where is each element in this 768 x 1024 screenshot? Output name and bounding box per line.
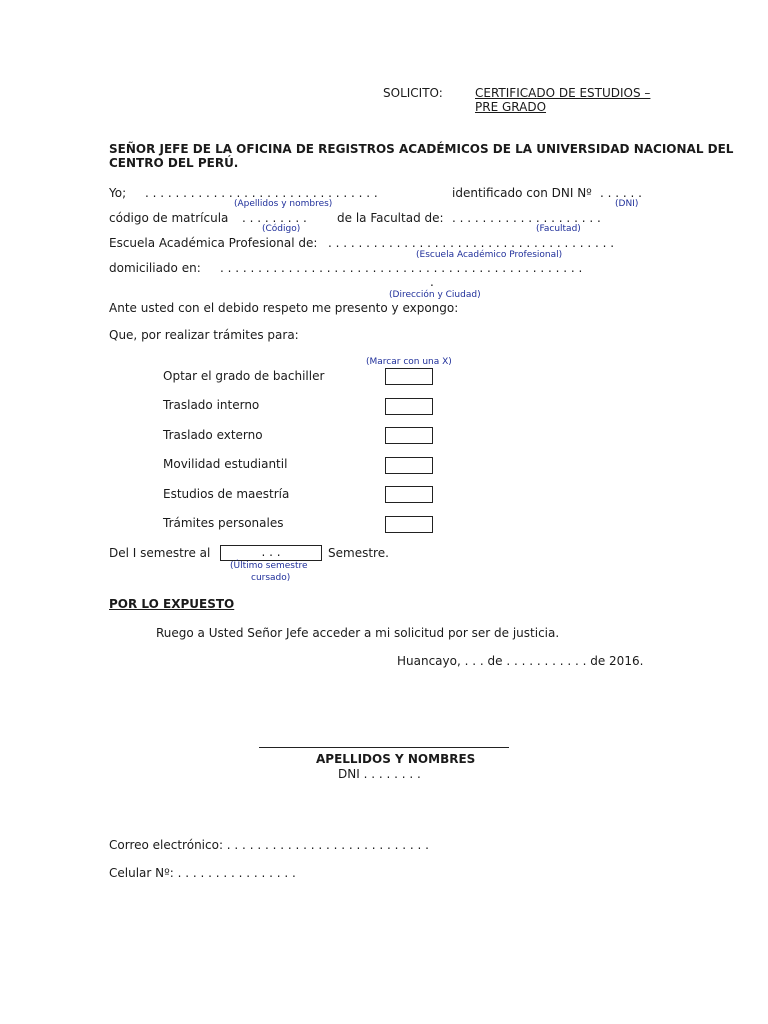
option-traslado-interno-label: Traslado interno	[163, 398, 260, 412]
intro-text: Ante usted con el debido respeto me presento y expongo:	[109, 301, 459, 315]
date-line: Huancayo, . . . de . . . . . . . . . . . de 2016.	[397, 654, 644, 668]
hint-codigo: (Código)	[262, 224, 301, 234]
hint-escuela: (Escuela Académico Profesional)	[416, 250, 563, 260]
semestre-prefix: Del I semestre al	[109, 546, 211, 560]
semestre-input[interactable]: . . .	[220, 545, 322, 561]
domicilio-dot-extra: .	[430, 275, 434, 289]
signature-dni: DNI . . . . . . . .	[338, 767, 421, 781]
hint-facultad: (Facultad)	[536, 224, 581, 234]
option-traslado-externo-checkbox[interactable]	[385, 427, 433, 444]
hint-apellidos-nombres: (Apellidos y nombres)	[234, 199, 333, 209]
option-traslado-externo-label: Traslado externo	[163, 428, 263, 442]
dni-dots: . . . . . .	[600, 186, 642, 200]
option-maestria-checkbox[interactable]	[385, 486, 433, 503]
option-traslado-interno-checkbox[interactable]	[385, 398, 433, 415]
option-bachiller-checkbox[interactable]	[385, 368, 433, 385]
signature-name-label: APELLIDOS Y NOMBRES	[316, 752, 476, 766]
option-maestria-label: Estudios de maestría	[163, 487, 290, 501]
hint-marcar: (Marcar con una X)	[366, 357, 452, 367]
hint-dni: (DNI)	[615, 199, 639, 209]
solicito-value-line2: PRE GRADO	[475, 100, 547, 114]
facultad-dots: . . . . . . . . . . . . . . . . . . . .	[452, 211, 601, 225]
signature-line	[259, 747, 509, 748]
por-lo-expuesto-heading: POR LO EXPUESTO	[109, 597, 235, 611]
celular-line: Celular Nº: . . . . . . . . . . . . . . . .	[109, 866, 296, 880]
codigo-dots: . . . . . . . . .	[242, 211, 307, 225]
option-movilidad-label: Movilidad estudiantil	[163, 457, 288, 471]
hint-ultimo-semestre-1: (Último semestre	[230, 561, 308, 571]
hint-ultimo-semestre-2: cursado)	[251, 573, 291, 583]
domicilio-dots: . . . . . . . . . . . . . . . . . . . . . . . . . . . . . . . . . . . . . . . . . . . . . . . .	[220, 261, 583, 275]
semestre-suffix: Semestre.	[328, 546, 389, 560]
facultad-label: de la Facultad de:	[337, 211, 444, 225]
correo-line: Correo electrónico: . . . . . . . . . . . . . . . . . . . . . . . . . . .	[109, 838, 429, 852]
addressee-line2: CENTRO DEL PERÚ.	[109, 156, 239, 170]
solicito-label: SOLICITO:	[383, 86, 443, 100]
domicilio-label: domiciliado en:	[109, 261, 201, 275]
option-movilidad-checkbox[interactable]	[385, 457, 433, 474]
addressee-line1: SEÑOR JEFE DE LA OFICINA DE REGISTROS ACADÉMICOS DE LA UNIVERSIDAD NACIONAL DEL	[109, 142, 734, 156]
yo-dots: . . . . . . . . . . . . . . . . . . . . . . . . . . . . . . .	[145, 186, 378, 200]
solicito-value-line1: CERTIFICADO DE ESTUDIOS –	[475, 86, 651, 100]
que-text: Que, por realizar trámites para:	[109, 328, 299, 342]
option-tramites-label: Trámites personales	[163, 516, 284, 530]
ruego-text: Ruego a Usted Señor Jefe acceder a mi solicitud por ser de justicia.	[156, 626, 560, 640]
escuela-dots: . . . . . . . . . . . . . . . . . . . . . . . . . . . . . . . . . . . . . .	[328, 236, 615, 250]
option-tramites-checkbox[interactable]	[385, 516, 433, 533]
option-bachiller-label: Optar el grado de bachiller	[163, 369, 325, 383]
dni-label: identificado con DNI Nº	[452, 186, 592, 200]
hint-direccion: (Dirección y Ciudad)	[389, 290, 481, 300]
codigo-label: código de matrícula	[109, 211, 229, 225]
yo-label: Yo;	[109, 186, 127, 200]
escuela-label: Escuela Académica Profesional de:	[109, 236, 318, 250]
